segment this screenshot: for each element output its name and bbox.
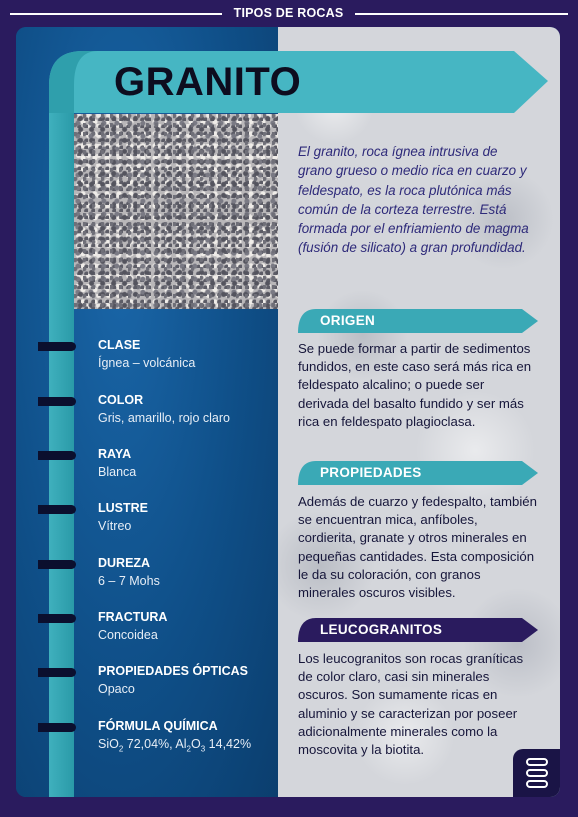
rock-card	[16, 27, 560, 797]
granite-photo	[74, 114, 278, 309]
property-value: 6 – 7 Mohs	[98, 574, 160, 588]
menu-icon-bar	[526, 758, 548, 766]
section-text-propiedades: Además de cuarzo y fedespalto, también se encuentran mica, anfíboles, cordierita, granate y otros minerales en pequeñas cantidades. Esta composición le da su coloración, con granos minerales oscuros visibles.	[298, 494, 537, 601]
property-optics	[16, 664, 278, 714]
section-header-origen	[298, 309, 538, 333]
property-marker	[38, 723, 76, 732]
property-raya	[16, 447, 278, 497]
header-rule-right	[355, 13, 568, 15]
property-label: COLOR	[98, 393, 144, 407]
property-lustre	[16, 501, 278, 551]
section-text-leucogranitos: Los leucogranitos son rocas graníticas de color claro, casi sin minerales oscuros. Son sumamente ricas en aluminio y se caracterizan por poseer adicionalmente minerales como la moscovita y la biotita.	[298, 651, 524, 758]
property-label: RAYA	[98, 447, 132, 461]
section-text-origen: Se puede formar a partir de sedimentos fundidos, en este caso será más rica en feldespato alcalino; o puede ser derivada del basalto fundido y ser más rica en feldespato plagioclasa.	[298, 341, 532, 429]
property-formula	[16, 719, 278, 769]
section-header-propiedades	[298, 461, 538, 485]
property-value: Gris, amarillo, rojo claro	[98, 411, 230, 425]
intro-text: El granito, roca ígnea intrusiva de grano grueso o medio rica en cuarzo y feldespato, es la roca plutónica más común de la corteza terrestre. Está formada por el enfriamiento de magma (fusión de silicato) a gran profundidad.	[298, 144, 529, 256]
menu-icon[interactable]	[513, 749, 560, 797]
property-label: FÓRMULA QUÍMICA	[98, 719, 218, 733]
menu-icon-bar	[526, 780, 548, 788]
section-title: ORIGEN	[320, 313, 376, 328]
section-title: PROPIEDADES	[320, 465, 422, 480]
property-marker	[38, 397, 76, 406]
property-label: DUREZA	[98, 556, 151, 570]
property-marker	[38, 560, 76, 569]
property-fractura	[16, 610, 278, 660]
property-marker	[38, 342, 76, 351]
property-marker	[38, 451, 76, 460]
property-value: Blanca	[98, 465, 137, 479]
property-marker	[38, 505, 76, 514]
property-dureza	[16, 556, 278, 606]
property-color	[16, 393, 278, 443]
category-title: TIPOS DE ROCAS	[233, 6, 344, 20]
property-value: Opaco	[98, 682, 135, 696]
property-value: Ígnea – volcánica	[98, 356, 196, 370]
property-clase	[16, 338, 278, 388]
chemical-formula: SiO$_2$ 72,04%, $Al_2O_3$ 14,42%	[98, 737, 252, 754]
property-label: CLASE	[98, 338, 141, 352]
rock-name: GRANITO	[114, 60, 302, 104]
property-value: Concoidea	[98, 628, 158, 642]
header-rule-left	[10, 13, 222, 15]
section-title: LEUCOGRANITOS	[320, 622, 443, 637]
menu-icon-bar	[526, 769, 548, 777]
property-label: PROPIEDADES ÓPTICAS	[98, 664, 249, 678]
property-label: LUSTRE	[98, 501, 148, 515]
property-value: Vítreo	[98, 519, 132, 533]
top-header	[0, 0, 578, 27]
section-header-leucogranitos	[298, 618, 538, 642]
property-label: FRACTURA	[98, 610, 168, 624]
property-marker	[38, 614, 76, 623]
property-marker	[38, 668, 76, 677]
